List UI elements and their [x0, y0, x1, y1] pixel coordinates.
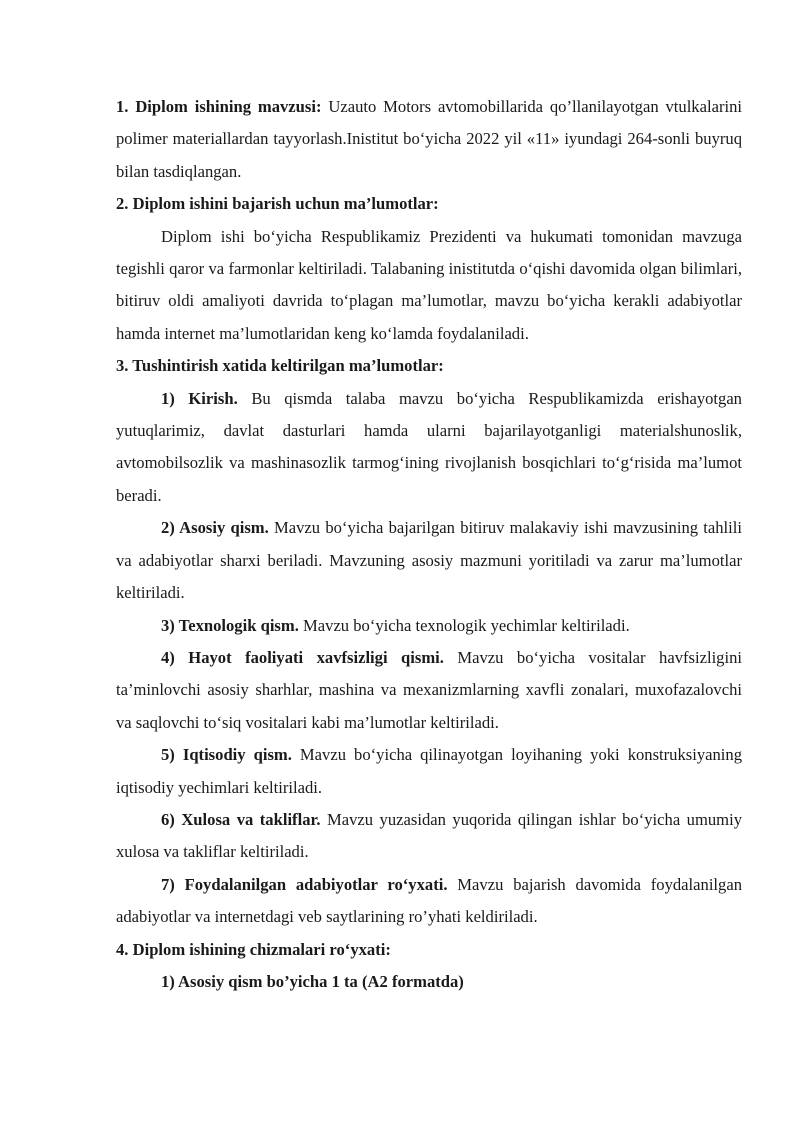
item-text: Bu qismda talaba mavzu bo‘yicha Respublikamizda erishayotgan yutuqlarimiz, davlat dasturlari hamda ularni bajarilayotganligi materialshunoslik, avtomobilsozlik va mashinasozlik tarmog‘ining rivojlanish bosqichlari to‘g‘risida ma’lumot beradi.: [116, 388, 742, 505]
document-page: [116, 91, 742, 998]
item-text: Mavzu bo‘yicha texnologik yechimlar keltiriladi.: [298, 615, 630, 635]
section-3-item-5: [116, 739, 742, 804]
item-text: Mavzu bo‘yicha vositalar havfsizligini ta’minlovchi asosiy sharhlar, mashina va mexanizmlarning xavfli zonalari, muxofazalovchi va saqlovchi to‘siq vositalari kabi ma’lumotlar keltiriladi.: [116, 647, 742, 732]
item-label: 3) Texnologik qism.: [161, 615, 299, 635]
section-3-heading: 3. Tushintirish xatida keltirilgan ma’lumotlar:: [116, 356, 444, 376]
item-label: 5) Iqtisodiy qism.: [161, 745, 292, 765]
section-3-item-3: [116, 610, 742, 642]
item-text: Mavzu yuzasidan yuqorida qilingan ishlar bo‘yicha umumiy xulosa va takliflar keltiriladi.: [116, 809, 742, 862]
section-3-item-2: [116, 512, 742, 609]
section-2-text: Diplom ishi bo‘yicha Respublikamiz Prezidenti va hukumati tomonidan mavzuga tegishli qaror va farmonlar keltiriladi. Talabaning inistitutda o‘qishi davomida olgan bilimlari, bitiruv oldi amaliyoti davrida to‘plagan ma’lumotlar, mavzu bo‘yicha kerakli adabiyotlar hamda internet ma’lumotlaridan keng ko‘lamda foydalaniladi.: [116, 226, 742, 343]
item-label: 1) Kirish.: [161, 388, 238, 408]
item-text: Mavzu bo‘yicha qilinayotgan loyihaning yoki konstruksiyaning iqtisodiy yechimlari keltiriladi.: [116, 745, 742, 797]
section-4-heading: 4. Diplom ishining chizmalari ro‘yxati:: [116, 939, 391, 959]
item-label: 4) Hayot faoliyati xavfsizligi qismi.: [161, 647, 444, 667]
section-4-item-1: 1) Asosiy qism bo’yicha 1 ta (A2 formatda): [161, 971, 464, 991]
section-3-item-1: [116, 383, 742, 513]
item-text: Mavzu bo‘yicha bajarilgan bitiruv malakaviy ishi mavzusining tahlili va adabiyotlar sharxi beriladi. Mavzuning asosiy mazmuni yoritiladi va zarur ma’lumotlar keltiriladi.: [116, 518, 743, 603]
item-text: Mavzu bajarish davomida foydalanilgan adabiyotlar va internetdagi veb saytlarining ro’yhati keldiriladi.: [116, 874, 742, 927]
section-1-text: Uzauto Motors avtomobillarida qo’llanilayotgan vtulkalarini polimer materiallardan tayyorlash.Inistitut bo‘yicha 2022 yil «11» iyundagi 264-sonli buyruq bilan tasdiqlangan.: [116, 97, 742, 181]
section-1-paragraph: [116, 91, 742, 188]
item-label: 6) Xulosa va takliflar.: [161, 809, 321, 829]
section-3-item-7: [116, 869, 742, 934]
section-1-heading: 1. Diplom ishining mavzusi:: [116, 97, 322, 116]
section-2-heading: 2. Diplom ishini bajarish uchun ma’lumotlar:: [116, 194, 439, 214]
section-3-item-4: [116, 642, 742, 739]
section-3-item-6: [116, 804, 742, 869]
item-label: 7) Foydalanilgan adabiyotlar ro‘yxati.: [161, 874, 448, 894]
item-label: 2) Asosiy qism.: [161, 518, 269, 538]
